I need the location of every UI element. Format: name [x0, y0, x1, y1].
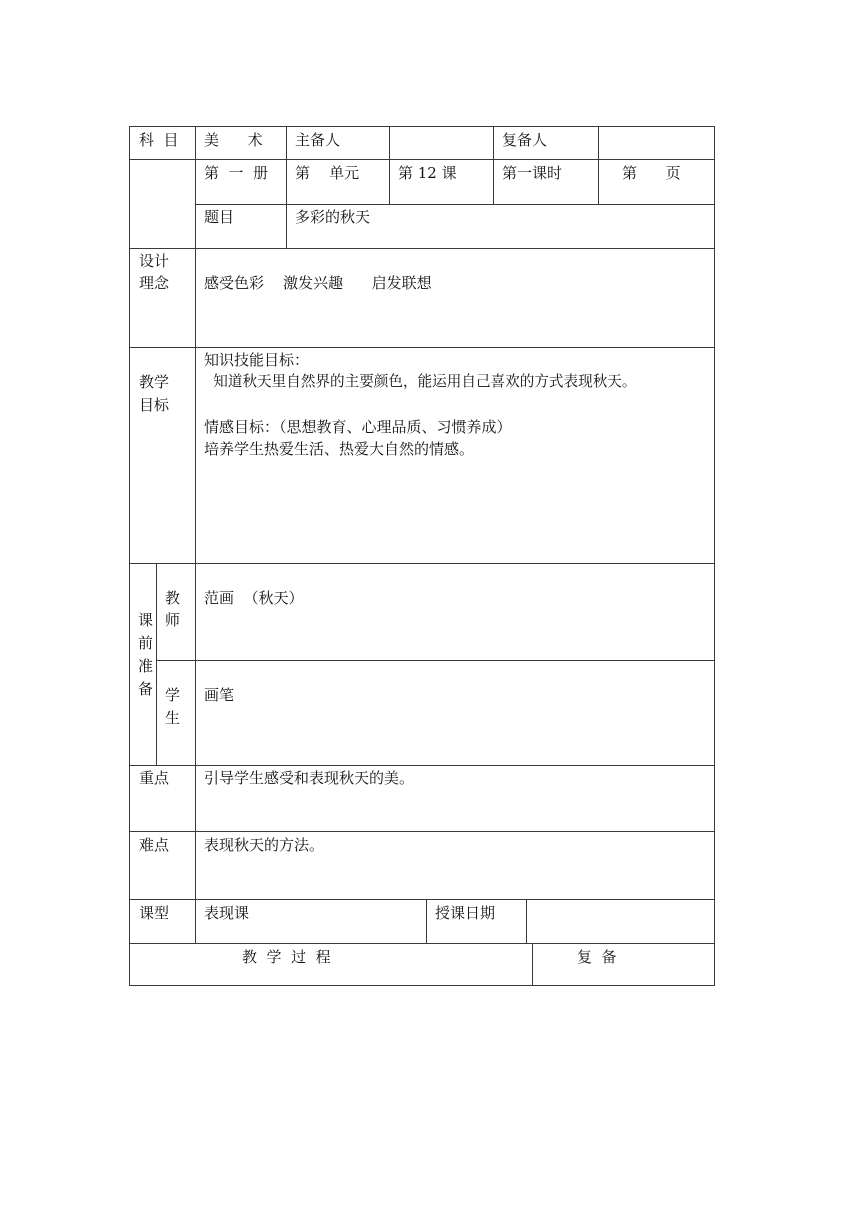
page-number: 第 页 [622, 164, 681, 182]
teacher-materials: 范画 （秋天） [204, 589, 304, 607]
lesson-type-value: 表现课 [204, 904, 250, 922]
column-divider [426, 899, 427, 943]
row-divider [129, 159, 715, 160]
column-divider [286, 126, 287, 248]
row-divider [129, 765, 715, 766]
table-border-top [129, 126, 715, 127]
column-divider [598, 126, 599, 205]
student-label: 学 [165, 686, 181, 704]
row-divider [156, 660, 715, 661]
teacher-label: 师 [165, 611, 181, 629]
topic-label: 题目 [204, 208, 235, 226]
preparation-label: 准 [138, 657, 154, 675]
reviewer-label: 复备人 [502, 131, 548, 149]
row-divider [195, 204, 715, 205]
table-border-right [714, 126, 715, 986]
design-concept-value: 感受色彩 激发兴趣 启发联想 [204, 274, 432, 292]
row-divider [129, 943, 715, 944]
topic-value: 多彩的秋天 [295, 208, 371, 226]
preparation-label: 课 [138, 611, 154, 629]
preparation-label: 前 [138, 634, 154, 652]
process-heading: 教 学 过 程 [242, 948, 331, 966]
goals-line: 知道秋天里自然界的主要颜色，能运用自己喜欢的方式表现秋天。 [204, 373, 637, 390]
goals-line: 知识技能目标： [204, 351, 310, 369]
column-divider [526, 899, 527, 943]
design-concept-label: 设计 [139, 252, 170, 270]
row-divider [129, 347, 715, 348]
column-divider [532, 943, 533, 985]
difficulty-value: 表现秋天的方法。 [204, 836, 325, 854]
unit: 第 单元 [295, 164, 360, 182]
row-divider [129, 899, 715, 900]
teaching-date-label: 授课日期 [435, 904, 496, 922]
table-border-left [129, 126, 130, 986]
column-divider [156, 563, 157, 765]
goals-label: 目标 [139, 396, 170, 414]
review-heading: 复 备 [577, 948, 617, 966]
column-divider [389, 126, 390, 205]
volume: 第 一 册 [204, 164, 269, 182]
difficulty-label: 难点 [139, 836, 170, 854]
table-border-bottom [129, 985, 715, 986]
goals-label: 教学 [139, 373, 170, 391]
subject-label: 科 目 [139, 131, 179, 149]
row-divider [129, 831, 715, 832]
student-label: 生 [165, 709, 181, 727]
goals-line: 情感目标：（思想教育、心理品质、习惯养成） [204, 418, 512, 436]
lesson-type-label: 课型 [139, 904, 170, 922]
preparer-label: 主备人 [295, 131, 341, 149]
row-divider [129, 563, 715, 564]
student-materials: 画笔 [204, 686, 235, 704]
column-divider [195, 126, 196, 944]
preparation-label: 备 [138, 680, 154, 698]
key-point-value: 引导学生感受和表现秋天的美。 [204, 769, 415, 787]
row-divider [129, 248, 715, 249]
subject-value: 美 术 [204, 131, 263, 149]
period: 第一课时 [502, 164, 563, 182]
lesson-number: 第 12 课 [398, 164, 457, 182]
teacher-label: 教 [165, 589, 181, 607]
key-point-label: 重点 [139, 769, 170, 787]
column-divider [493, 126, 494, 205]
goals-line: 培养学生热爱生活、热爱大自然的情感。 [204, 440, 475, 458]
design-concept-label: 理念 [139, 274, 170, 292]
